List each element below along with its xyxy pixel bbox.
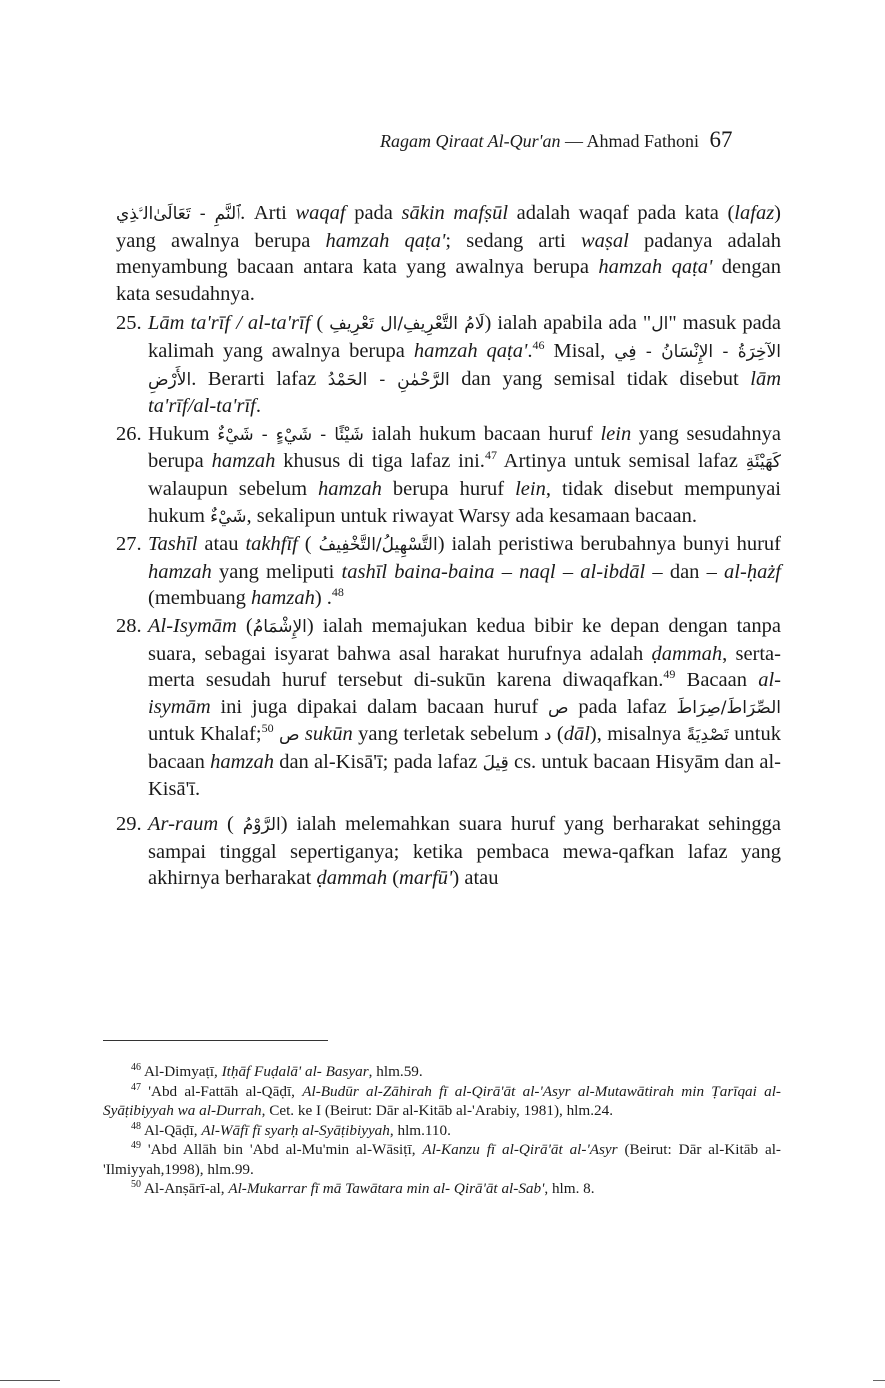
- arabic-text: د: [543, 725, 552, 746]
- item-number: 28.: [116, 614, 142, 637]
- footnote-49: $^{49}$ 'Abd Allāh bin 'Abd al-Mu'min al-Wāsiṭī, Al-Kanzu fī al-Qirā'āt al-'Asyr (Beirut: Dār al-Kitāb al-'Ilmiyyah,1998), hlm.99.: [103, 1139, 781, 1178]
- arabic-text: شَيْءٌ: [210, 506, 247, 527]
- arabic-text: ﭐﻟﻨَّﻢِ - ﺗَﻌَﺎﻟَﻰٰﺍﻟﱠﺬِﻱ: [116, 204, 241, 224]
- item-number: 29.: [116, 813, 142, 836]
- header-title: Ragam Qiraat Al-Qur'an: [380, 131, 561, 151]
- main-text: [116, 200, 781, 892]
- footnote-47: $^{47}$ 'Abd al-Fattāh al-Qāḍī, Al-Budūr al-Zāhirah fī al-Qirā'āt al-'Asyr al-Mutawātirah min Ṭarīqai al-Syāṭibiyyah wa al-Durrah, Cet. ke I (Beirut: Dār al-Kitāb al-'Arabiy, 1981), hlm.24.: [103, 1081, 781, 1119]
- list-item-29: 29. Ar-raum ( الرَّوْمُ) ialah melemahkan suara huruf yang berharakat sehingga sampai tinggal sepertiganya; ketika pembaca mewa-qafkan lafaz yang akhirnya berharakat ḍammah (marfū') atau: [116, 813, 781, 890]
- header-author: Ahmad Fathoni: [586, 131, 700, 151]
- arabic-text: ال: [651, 314, 669, 335]
- footnote-number: 47: [131, 1081, 141, 1093]
- list-item-27: 27. Tashīl atau takhfīf ( التَّسْهِيلُ/التَّخْفِيفُ) ialah peristiwa berubahnya bunyi huruf hamzah yang meliputi tashīl baina-baina – naql – al-ibdāl – dan – al-ḥażf (membuang hamzah) .$^{48}$: [116, 533, 782, 610]
- list-item-25: 25. Lām ta'rīf / al-ta'rīf ( لَامُ التَّعْرِيفِ/ال تَعْرِيفِ) ialah apabila ada "ال" masuk pada kalimah yang awalnya berupa hamzah qaṭa'.$^{46}$ Misal, الآخِرَةُ - الإِنْسَانُ - فِي الأَرْضِ. Berarti lafaz الرَّحْمٰنِ - الحَمْدُ dan yang semisal tidak disebut lām ta'rīf/al-ta'rīf.: [116, 312, 782, 418]
- list-item-26: 26. Hukum شَيْئًا - شَيْءٍ - شَيْءٌ ialah hukum bacaan huruf lein yang sesudahnya berupa hamzah khusus di tiga lafaz ini.$^{47}$ Artinya untuk semisal lafaz كَهَيْئَةِ walaupun sebelum hamzah berupa huruf lein, tidak disebut mempunyai hukum شَيْءٌ, sekalipun untuk riwayat Warsy ada kesamaan bacaan.: [116, 422, 782, 527]
- footnote-50: $^{50}$ Al-Anṣārī-al, Al-Mukarrar fī mā Tawātara min al- Qirā'āt al-Sab', hlm. 8.: [131, 1178, 595, 1197]
- scan-edge-line: [873, 1380, 885, 1381]
- arabic-text: ص: [278, 725, 300, 746]
- footnote-number: 49: [131, 1139, 141, 1151]
- arabic-text: كَهَيْئَةِ: [745, 452, 782, 473]
- arabic-text: الرَّوْمُ: [242, 815, 281, 836]
- footnote-46: $^{46}$ Al-Dimyaṭī, Itḥāf Fuḍalā' al- Basyar, hlm.59.: [131, 1061, 423, 1080]
- footnotes: [103, 1062, 781, 1199]
- arabic-text: الصِّرَاطَ/صِرَاطَ: [676, 697, 781, 718]
- footnote-ref: 46: [532, 338, 545, 353]
- list-item-28: 28. Al-Isymām (الإِشْمَامُ) ialah memajukan kedua bibir ke depan dengan tanpa suara, sebagai isyarat bahwa asal harakat hurufnya adalah ḍammah, serta-merta sesudah huruf tersebut di-sukūn karena diwaqafkan.$^{49}$ Bacaan al-isymām ini juga dipakai dalam bacaan huruf ص pada lafaz الصِّرَاطَ/صِرَاطَ untuk Khalaf;$^{50}$ ص sukūn yang terletak sebelum د (dāl), misalnya تَصْدِيَةً untuk bacaan hamzah dan al-Kisā'ī; pada lafaz قِيلَ cs. untuk bacaan Hisyām dan al-Kisā'ī.: [116, 614, 782, 801]
- arabic-text: ص: [548, 697, 569, 718]
- footnote-ref: 47: [484, 448, 497, 463]
- item-number: 27.: [116, 533, 142, 556]
- footnote-number: 46: [131, 1061, 141, 1073]
- footnote-divider: [103, 1040, 328, 1041]
- arabic-text: تَصْدِيَةً: [686, 725, 729, 746]
- footnote-ref: 48: [331, 585, 344, 600]
- arabic-text: شَيْئًا - شَيْءٍ - شَيْءٌ: [217, 424, 364, 445]
- arabic-text: لَامُ التَّعْرِيفِ/ال تَعْرِيفِ: [329, 314, 485, 335]
- footnote-ref: 49: [663, 667, 676, 682]
- item-number: 25.: [116, 312, 142, 335]
- arabic-text: الإِشْمَامُ: [252, 616, 307, 637]
- intro-paragraph: ﭐﻟﻨَّﻢِ - ﺗَﻌَﺎﻟَﻰٰﺍﻟﱠﺬِﻱ. Arti waqaf pada sākin mafṣūl adalah waqaf pada kata (lafaz) yang awalnya berupa hamzah qaṭa'; sedang arti waṣal padanya adalah menyambung bacaan antara kata yang awalnya berupa hamzah qaṭa' dengan kata sesudahnya.: [116, 202, 781, 305]
- header-dash: —: [560, 131, 587, 151]
- footnote-ref: 50: [261, 721, 274, 736]
- footnote-number: 50: [131, 1178, 141, 1190]
- page-number: 67: [709, 127, 733, 152]
- item-number: 26.: [116, 422, 142, 445]
- footnote-number: 48: [131, 1120, 141, 1132]
- arabic-text: الرَّحْمٰنِ - الحَمْدُ: [327, 369, 450, 390]
- arabic-text: قِيلَ: [482, 752, 509, 773]
- arabic-text: التَّسْهِيلُ/التَّخْفِيفُ: [318, 535, 438, 556]
- scan-edge-line: [0, 1380, 60, 1381]
- running-header: [380, 127, 780, 153]
- footnote-48: $^{48}$ Al-Qāḍī, Al-Wāfī fī syarḥ al-Syāṭibiyyah, hlm.110.: [131, 1120, 451, 1139]
- arabic-text: الآخِرَةُ - الإِنْسَانُ - فِي الأَرْضِ: [148, 341, 781, 390]
